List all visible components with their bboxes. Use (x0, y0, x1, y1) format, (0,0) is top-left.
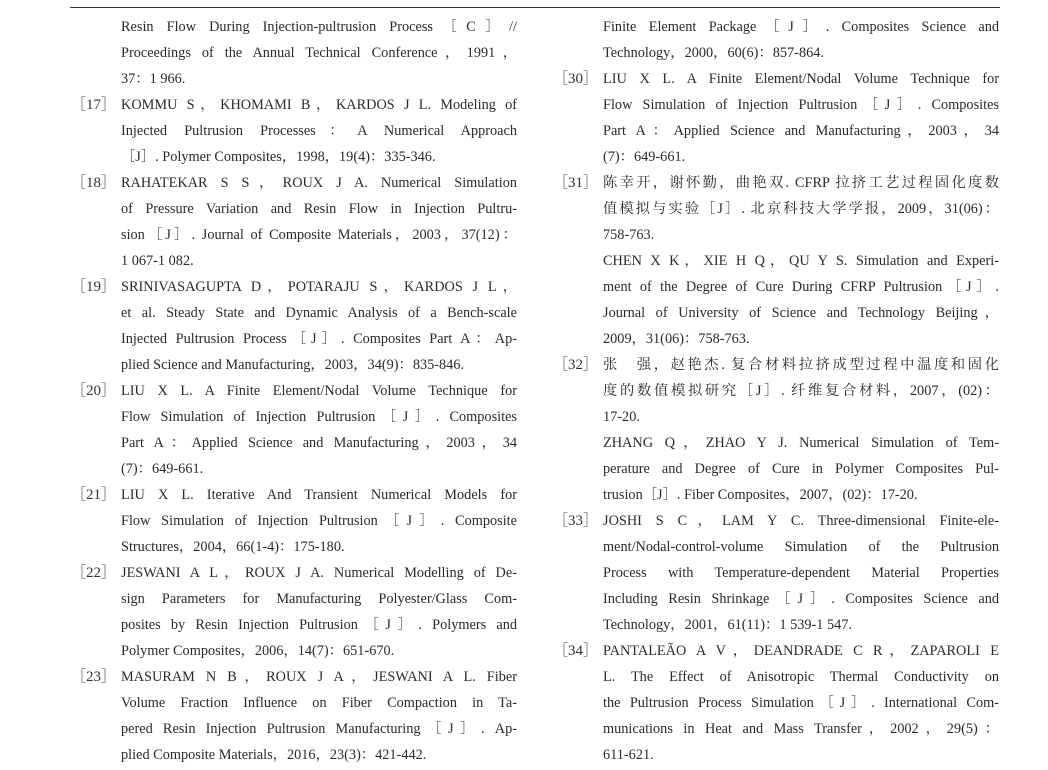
reference-text (121, 274, 517, 378)
reference-line: Injected Pultrusion Processes：A Numerical Approach (121, 123, 517, 139)
reference-entry (553, 170, 999, 248)
reference-number: ［33］ (553, 513, 599, 529)
reference-text (603, 430, 999, 508)
reference-number: ［30］ (553, 71, 599, 87)
reference-text (121, 170, 517, 274)
reference-line: sign Parameters for Manufacturing Polyester/Glass Com- (121, 591, 517, 607)
reference-line: MASURAM N B，ROUX J A，JESWANI A L. Fiber (121, 669, 517, 685)
reference-continuation (553, 248, 999, 352)
reference-continuation (553, 430, 999, 508)
reference-line: plied Composite Materials，2016，23(3)：421-442. (121, 747, 427, 763)
reference-line: pered Resin Injection Pultrusion Manufacturing［J］. Ap- (121, 721, 517, 737)
reference-text (121, 92, 517, 170)
reference-line: Structures，2004，66(1-4)：175-180. (121, 539, 345, 555)
reference-line: posites by Resin Injection Pultrusion［J］. Polymers and (121, 617, 517, 633)
reference-line: 17-20. (603, 409, 640, 425)
reference-text (603, 14, 999, 66)
reference-line: Flow Simulation of Injection Pultrusion［J］. Composites (121, 409, 517, 425)
reference-entry (71, 92, 517, 170)
reference-line: ［J］. Polymer Composites，1998，19(4)：335-346. (121, 149, 436, 165)
reference-line: munications in Heat and Mass Transfer，2002，29(5)： (603, 721, 999, 737)
reference-line: SRINIVASAGUPTA D，POTARAJU S，KARDOS J L， (121, 279, 517, 295)
reference-line: the Pultrusion Process Simulation［J］. International Com- (603, 695, 999, 711)
reference-text (603, 638, 999, 768)
reference-text (603, 352, 999, 430)
reference-entry (553, 638, 999, 768)
reference-line: RAHATEKAR S S，ROUX J A. Numerical Simulation (121, 175, 517, 191)
reference-line: JOSHI S C，LAM Y C. Three-dimensional Finite-ele- (603, 513, 999, 529)
reference-line: 37：1 966. (121, 71, 186, 87)
reference-line: trusion［J］. Fiber Composites，2007，(02)：17-20. (603, 487, 918, 503)
reference-line: ment of the Degree of Cure During CFRP Pultrusion［J］. (603, 279, 999, 295)
reference-line: Technology，2001，61(11)：1 539-1 547. (603, 617, 853, 633)
reference-text (121, 560, 517, 664)
reference-number: ［23］ (71, 669, 117, 685)
reference-line: (7)：649-661. (121, 461, 204, 477)
reference-line: Proceedings of the Annual Technical Conference，1991， (121, 45, 517, 61)
reference-line: Journal of University of Science and Technology Beijing， (603, 305, 999, 321)
reference-line: 2009，31(06)：758-763. (603, 331, 750, 347)
reference-text (121, 482, 517, 560)
reference-entry (71, 274, 517, 378)
reference-number: ［22］ (71, 565, 117, 581)
reference-line: Polymer Composites，2006，14(7)：651-670. (121, 643, 395, 659)
reference-number: ［31］ (553, 175, 599, 191)
reference-continuation (553, 14, 999, 66)
reference-text (603, 508, 999, 638)
reference-text (121, 378, 517, 482)
reference-entry (553, 508, 999, 638)
reference-text (603, 248, 999, 352)
reference-number: ［32］ (553, 357, 599, 373)
reference-number: ［21］ (71, 487, 117, 503)
reference-line: 陈幸开，谢怀勤，曲艳双. CFRP 拉挤工艺过程固化度数 (603, 175, 999, 191)
reference-line: 758-763. (603, 227, 655, 243)
reference-line: (7)：649-661. (603, 149, 686, 165)
reference-line: CHEN X K，XIE H Q，QU Y S. Simulation and Experi- (603, 253, 999, 269)
reference-line: plied Science and Manufacturing，2003，34(9)：835-846. (121, 357, 465, 373)
reference-line: 度的数值模拟研究［J］. 纤维复合材料，2007，(02)： (603, 383, 999, 399)
reference-number: ［17］ (71, 97, 117, 113)
reference-number: ［34］ (553, 643, 599, 659)
reference-entry (553, 352, 999, 430)
reference-line: Finite Element Package［J］. Composites Science and (603, 19, 999, 35)
reference-line: KOMMU S，KHOMAMI B，KARDOS J L. Modeling of (121, 97, 517, 113)
reference-number: ［18］ (71, 175, 117, 191)
reference-line: 张 强，赵艳杰. 复合材料拉挤成型过程中温度和固化 (603, 357, 999, 373)
reference-line: perature and Degree of Cure in Polymer Composites Pul- (603, 461, 999, 477)
reference-number: ［20］ (71, 383, 117, 399)
reference-line: et al. Steady State and Dynamic Analysis of a Bench-scale (121, 305, 517, 321)
reference-continuation (71, 14, 517, 92)
reference-entry (71, 664, 517, 768)
reference-line: Part A：Applied Science and Manufacturing，2003，34 (603, 123, 999, 139)
reference-line: PANTALEÃO A V，DEANDRADE C R，ZAPAROLI E (603, 643, 999, 659)
top-rule (70, 7, 1000, 8)
reference-line: Injected Pultrusion Process［J］. Composites Part A：Ap- (121, 331, 517, 347)
reference-line: ZHANG Q，ZHAO Y J. Numerical Simulation of Tem- (603, 435, 999, 451)
reference-line: of Pressure Variation and Resin Flow in Injection Pultru- (121, 201, 517, 217)
reference-line: Volume Fraction Influence on Fiber Compaction in Ta- (121, 695, 517, 711)
reference-column-left (71, 14, 517, 768)
reference-line: LIU X L. Iterative And Transient Numerical Models for (121, 487, 517, 503)
reference-line: ment/Nodal-control-volume Simulation of the Pultrusion (603, 539, 999, 555)
reference-line: 611-621. (603, 747, 654, 763)
reference-line: JESWANI A L，ROUX J A. Numerical Modelling of De- (121, 565, 517, 581)
reference-line: 值模拟与实验［J］. 北京科技大学学报，2009，31(06)： (603, 201, 999, 217)
reference-number: ［19］ (71, 279, 117, 295)
reference-line: Technology，2000，60(6)：857-864. (603, 45, 824, 61)
reference-text (603, 170, 999, 248)
reference-line: Part A：Applied Science and Manufacturing，2003，34 (121, 435, 517, 451)
reference-entry (71, 378, 517, 482)
reference-line: Flow Simulation of Injection Pultrusion［J］. Composites (603, 97, 999, 113)
reference-text (603, 66, 999, 170)
reference-text (121, 664, 517, 768)
reference-line: L. The Effect of Anisotropic Thermal Conductivity on (603, 669, 999, 685)
reference-column-right (553, 14, 999, 768)
reference-line: Including Resin Shrinkage［J］. Composites Science and (603, 591, 999, 607)
reference-line: Flow Simulation of Injection Pultrusion［J］. Composite (121, 513, 517, 529)
reference-entry (71, 560, 517, 664)
reference-line: 1 067-1 082. (121, 253, 194, 269)
reference-line: LIU X L. A Finite Element/Nodal Volume Technique for (603, 71, 999, 87)
reference-line: Process with Temperature-dependent Material Properties (603, 565, 999, 581)
reference-line: sion［J］. Journal of Composite Materials，2003，37(12)： (121, 227, 517, 243)
reference-entry (553, 66, 999, 170)
reference-entry (71, 170, 517, 274)
reference-entry (71, 482, 517, 560)
reference-line: LIU X L. A Finite Element/Nodal Volume Technique for (121, 383, 517, 399)
reference-line: Resin Flow During Injection-pultrusion Process［C］// (121, 19, 517, 35)
reference-text (121, 14, 517, 92)
